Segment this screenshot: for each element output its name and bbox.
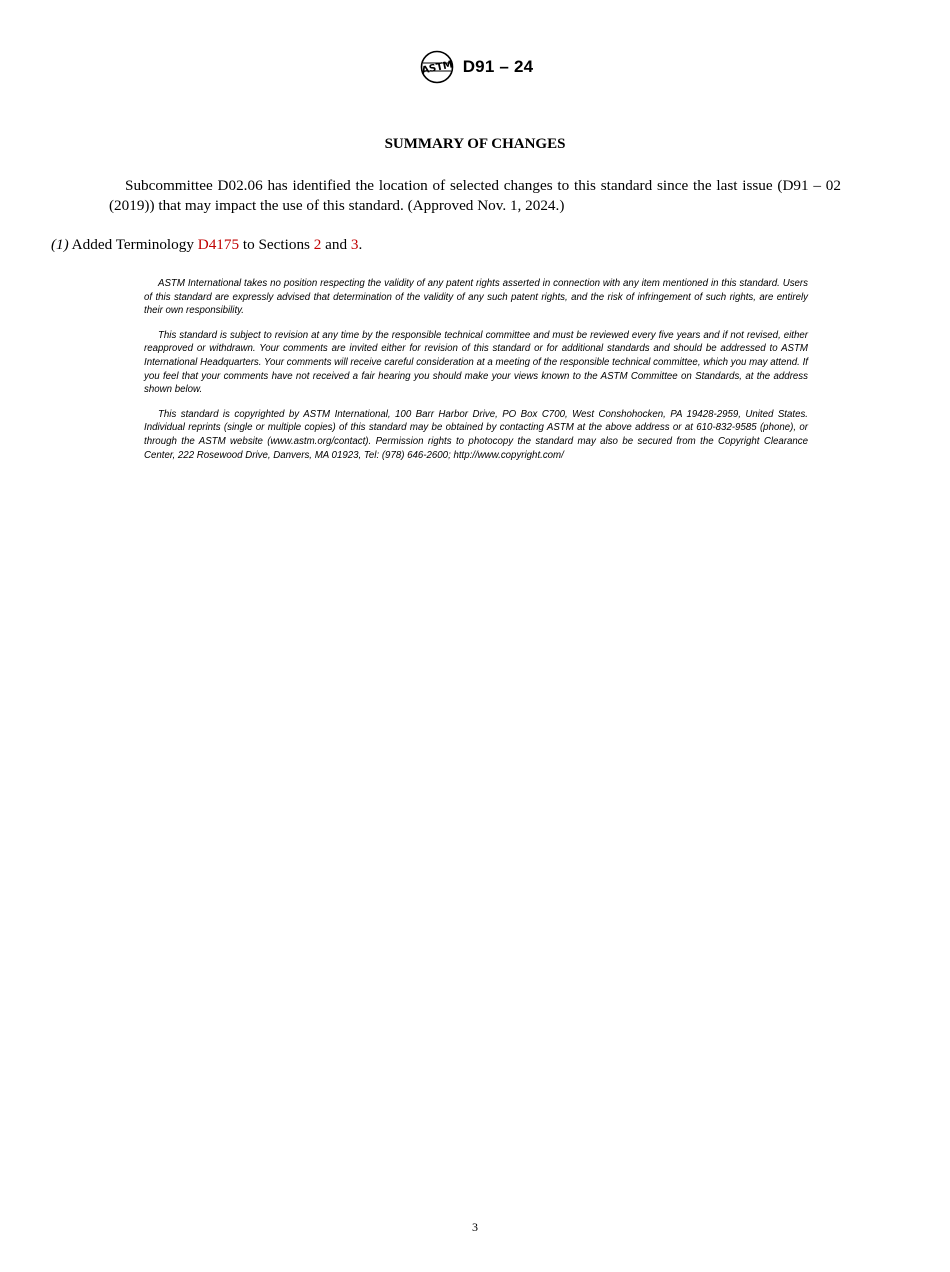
document-header (0, 50, 950, 84)
reference-link-d4175[interactable]: D4175 (197, 236, 240, 253)
reference-link-section-3[interactable]: 3 (350, 236, 359, 253)
reference-link-section-2[interactable]: 2 (313, 236, 322, 253)
standard-designation: D91 – 24 (462, 57, 534, 76)
change-item-number: (1) (51, 236, 69, 253)
change-item-text: . (358, 236, 363, 253)
change-item-text: and (321, 236, 351, 253)
change-item-text: to Sections (239, 236, 314, 253)
patent-notice: ASTM International takes no position respecting the validity of any patent rights asserted in connection with any item mentioned in this standard. Users of this standard are expressly advised that determination of the validity of any such patent rights, and the risk of infringement of such rights, are entirely their own responsibility. (144, 278, 808, 317)
summary-title: SUMMARY OF CHANGES (384, 136, 566, 152)
change-item-text: Added Terminology (68, 236, 198, 253)
svg-text:ASTM: ASTM (420, 59, 454, 77)
copyright-notice: This standard is copyrighted by ASTM International, 100 Barr Harbor Drive, PO Box C700, West Conshohocken, PA 19428-2959, United States. Individual reprints (single or multiple copies) of this standard may be obtained by contacting ASTM at the above address or at 610-832-9585 (phone), or through the ASTM website (www.astm.org/contact). Permission rights to photocopy the standard may also be secured from the Copyright Clearance Center, 222 Rosewood Drive, Danvers, MA 01923, Tel: (978) 646-2600; http://www.copyright.com/ (144, 408, 808, 461)
legal-notices (144, 277, 808, 473)
summary-intro: Subcommittee D02.06 has identified the location of selected changes to this standard since the last issue (D91 – 02 (2019)) that may impact the use of this standard. (Approved Nov. 1, 2024.) (109, 177, 841, 214)
revision-notice: This standard is subject to revision at any time by the responsible technical committee and must be reviewed every five years and if not revised, either reapproved or withdrawn. Your comments are invited either for revision of this standard or for additional standards and should be addressed to ASTM International Headquarters. Your comments will receive careful consideration at a meeting of the responsible technical committee, which you may attend. If you feel that your comments have not received a fair hearing you should make your views known to the ASTM Committee on Standards, at the address shown below. (144, 329, 808, 396)
page-number: 3 (472, 1220, 478, 1234)
change-item (51, 235, 851, 255)
astm-logo-icon (417, 50, 457, 84)
